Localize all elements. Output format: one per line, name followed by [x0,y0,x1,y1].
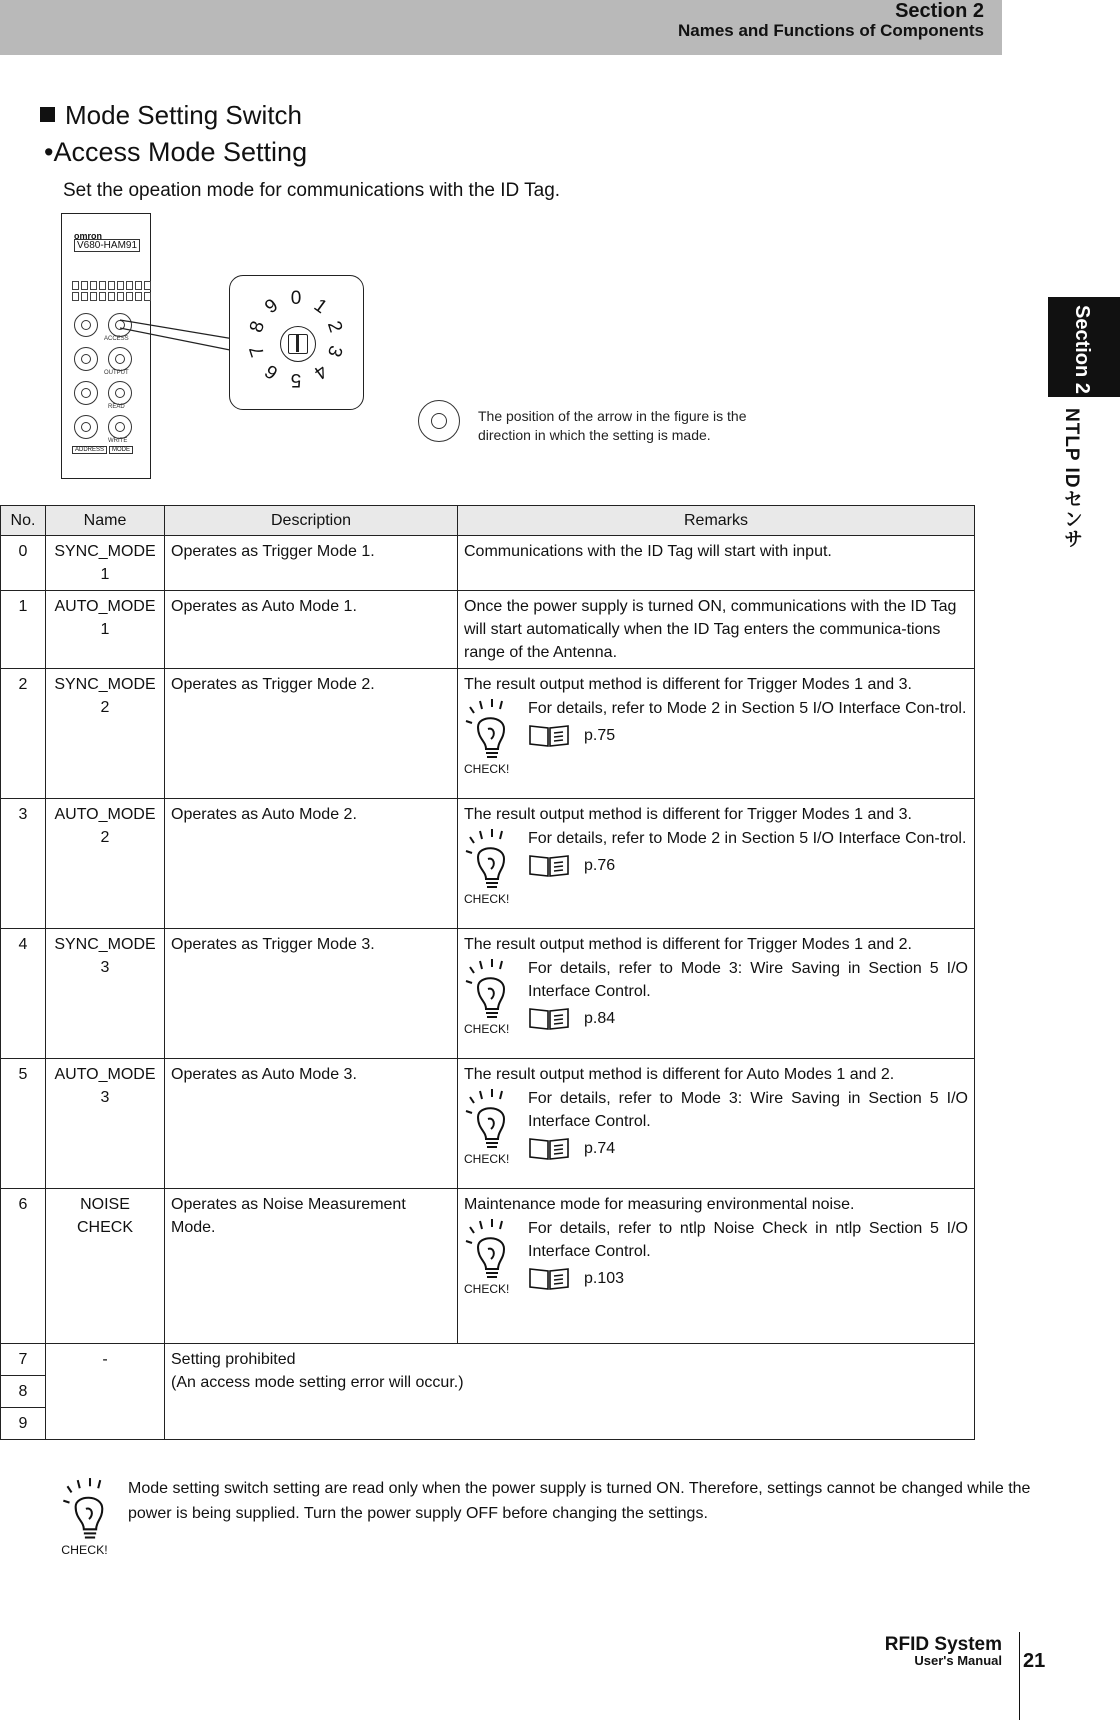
note-text: Mode setting switch setting are read only when the power supply is turned ON. Therefore, settings cannot be changed while the power is being supplied. Turn the power supply OFF before changing the settings. [128,1480,1031,1522]
table-row [1,1344,975,1376]
reference-text: For details, refer to Mode 2 in Section 5 I/O Interface Con-trol. [528,830,967,847]
heading-text: Mode Setting Switch [65,100,303,130]
remark-text: Maintenance mode for measuring environmental noise. [464,1196,855,1213]
dial-number: 5 [290,369,302,390]
cell-name: AUTO_MODE 3 [46,1059,165,1189]
access-mode-table [0,505,975,1440]
col-header-description: Description [165,506,458,536]
footer-title [885,1634,1002,1668]
check-bulb-icon [60,1476,120,1558]
device-label: WRITE [108,438,128,444]
cell-no: 8 [1,1376,46,1408]
cell-remark [458,929,975,1059]
check-bulb-icon [464,1087,520,1167]
cell-no: 1 [1,591,46,669]
dial-number: 3 [322,342,347,360]
page-reference [528,1135,968,1161]
cell-remark [458,1059,975,1189]
cell-no: 0 [1,536,46,591]
cell-description: Operates as Noise Measurement Mode. [165,1189,458,1344]
check-note [464,827,968,917]
section-label: Section 2 [895,0,984,22]
page-ref: p.84 [584,1009,616,1027]
dial-number: 9 [261,294,283,319]
cell-no: 3 [1,799,46,929]
remark-text: The result output method is different for Trigger Modes 1 and 3. [464,806,912,823]
cell-name: AUTO_MODE 1 [46,591,165,669]
page-reference [528,722,968,748]
check-note [464,957,968,1047]
reference-text: For details, refer to Mode 3: Wire Saving in Section 5 I/O Interface Control. [528,1090,968,1130]
book-icon [528,1005,570,1031]
page-ref: p.74 [584,1139,616,1157]
cell-description: Operates as Trigger Mode 1. [165,536,458,591]
dial-number: 0 [290,288,302,309]
section-subtitle: Names and Functions of Components [677,21,984,40]
cell-description: Operates as Auto Mode 3. [165,1059,458,1189]
device-label: READ [108,404,125,410]
footer-product: RFID System [884,1634,1002,1655]
check-bulb-icon [464,697,520,777]
cell-description [165,1344,975,1440]
svg-text:CHECK!: CHECK! [464,1152,510,1166]
remark-text: The result output method is different for Trigger Modes 1 and 3. [464,676,912,693]
side-section-tab [1048,297,1120,397]
dial-number: 8 [245,318,270,336]
table-row [1,799,975,929]
table-row [1,929,975,1059]
footer-manual: User's Manual [914,1653,1002,1668]
col-header-no: No. [1,506,46,536]
page-ref: p.76 [584,856,616,874]
cell-description: Operates as Trigger Mode 3. [165,929,458,1059]
cell-name: NOISE CHECK [46,1189,165,1344]
device-label: ADDRESS [72,446,107,454]
cell-remark [458,1189,975,1344]
table-row [1,1189,975,1344]
description-line: Setting prohibited [171,1351,296,1368]
remark-text: The result output method is different for Auto Modes 1 and 2. [464,1066,895,1083]
device-model: V680-HAM91 [74,239,140,252]
device-label: ACCESS [104,336,129,342]
check-bulb-icon [464,1217,520,1297]
cell-name: AUTO_MODE 2 [46,799,165,929]
cell-no: 9 [1,1408,46,1440]
device-brand: omron [74,231,102,241]
check-note [464,1217,968,1307]
dial-number: 6 [261,359,283,384]
zoomed-dial [229,275,364,410]
svg-text:CHECK!: CHECK! [61,1542,108,1557]
book-icon [528,722,570,748]
subheading: •Access Mode Setting [44,137,308,167]
reference-text: For details, refer to Mode 3: Wire Saving in Section 5 I/O Interface Control. [528,960,968,1000]
col-header-remarks: Remarks [458,506,975,536]
check-bulb-icon [464,827,520,907]
dial-number: 4 [309,359,331,384]
page-ref: p.75 [584,726,616,744]
description-line: (An access mode setting error will occur.) [171,1374,464,1391]
svg-text:CHECK!: CHECK! [464,1282,510,1296]
cell-name: SYNC_MODE 1 [46,536,165,591]
dial-number: 7 [245,342,270,360]
device-label: MODE [109,446,133,454]
cell-no: 7 [1,1344,46,1376]
check-bulb-icon [464,957,520,1037]
cell-description: Operates as Auto Mode 1. [165,591,458,669]
cell-remark [458,799,975,929]
svg-text:CHECK!: CHECK! [464,892,510,906]
table-row [1,536,975,591]
cell-description: Operates as Trigger Mode 2. [165,669,458,799]
dial-number: 2 [322,318,347,336]
mini-dial-icon [418,400,460,442]
page-number: 21 [1023,1650,1046,1672]
device-label: OUTPUT [104,370,129,376]
cell-description: Operates as Auto Mode 2. [165,799,458,929]
cell-name: - [46,1344,165,1440]
page-ref: p.103 [584,1269,625,1287]
side-tab-label: Section 2 [1071,305,1093,394]
check-note [464,697,968,787]
reference-text: For details, refer to Mode 2 in Section 5 I/O Interface Con-trol. [528,700,967,717]
table-row [1,669,975,799]
figure-note: The position of the arrow in the figure is the direction in which the setting is made. [478,408,747,443]
remark-text: The result output method is different for Trigger Modes 1 and 2. [464,936,912,953]
book-icon [528,1135,570,1161]
book-icon [528,852,570,878]
svg-text:CHECK!: CHECK! [464,762,510,776]
table-row [1,1059,975,1189]
cell-no: 2 [1,669,46,799]
book-icon [528,1265,570,1291]
footer-divider [1019,1632,1020,1720]
reference-text: For details, refer to ntlp Noise Check in ntlp Section 5 I/O Interface Control. [528,1220,968,1260]
table-header-row [1,506,975,536]
cell-no: 5 [1,1059,46,1189]
cell-name: SYNC_MODE 2 [46,669,165,799]
cell-remark: Communications with the ID Tag will start with input. [458,536,975,591]
dial-number: 1 [309,294,331,319]
cell-no: 4 [1,929,46,1059]
side-tab-text: NTLP IDセンサ [1061,408,1082,549]
cell-name: SYNC_MODE 3 [46,929,165,1059]
intro-text: Set the opeation mode for communications with the ID Tag. [63,180,561,201]
col-header-name: Name [46,506,165,536]
cell-no: 6 [1,1189,46,1344]
page-reference [528,852,968,878]
cell-remark [458,669,975,799]
page-reference [528,1265,968,1291]
svg-text:CHECK!: CHECK! [464,1022,510,1036]
page-reference [528,1005,968,1031]
dial-knob-icon [280,326,316,362]
table-row [1,591,975,669]
check-note [464,1087,968,1177]
cell-remark: Once the power supply is turned ON, communications with the ID Tag will start automatically when the ID Tag enters the communica-tions range of the Antenna. [458,591,975,669]
